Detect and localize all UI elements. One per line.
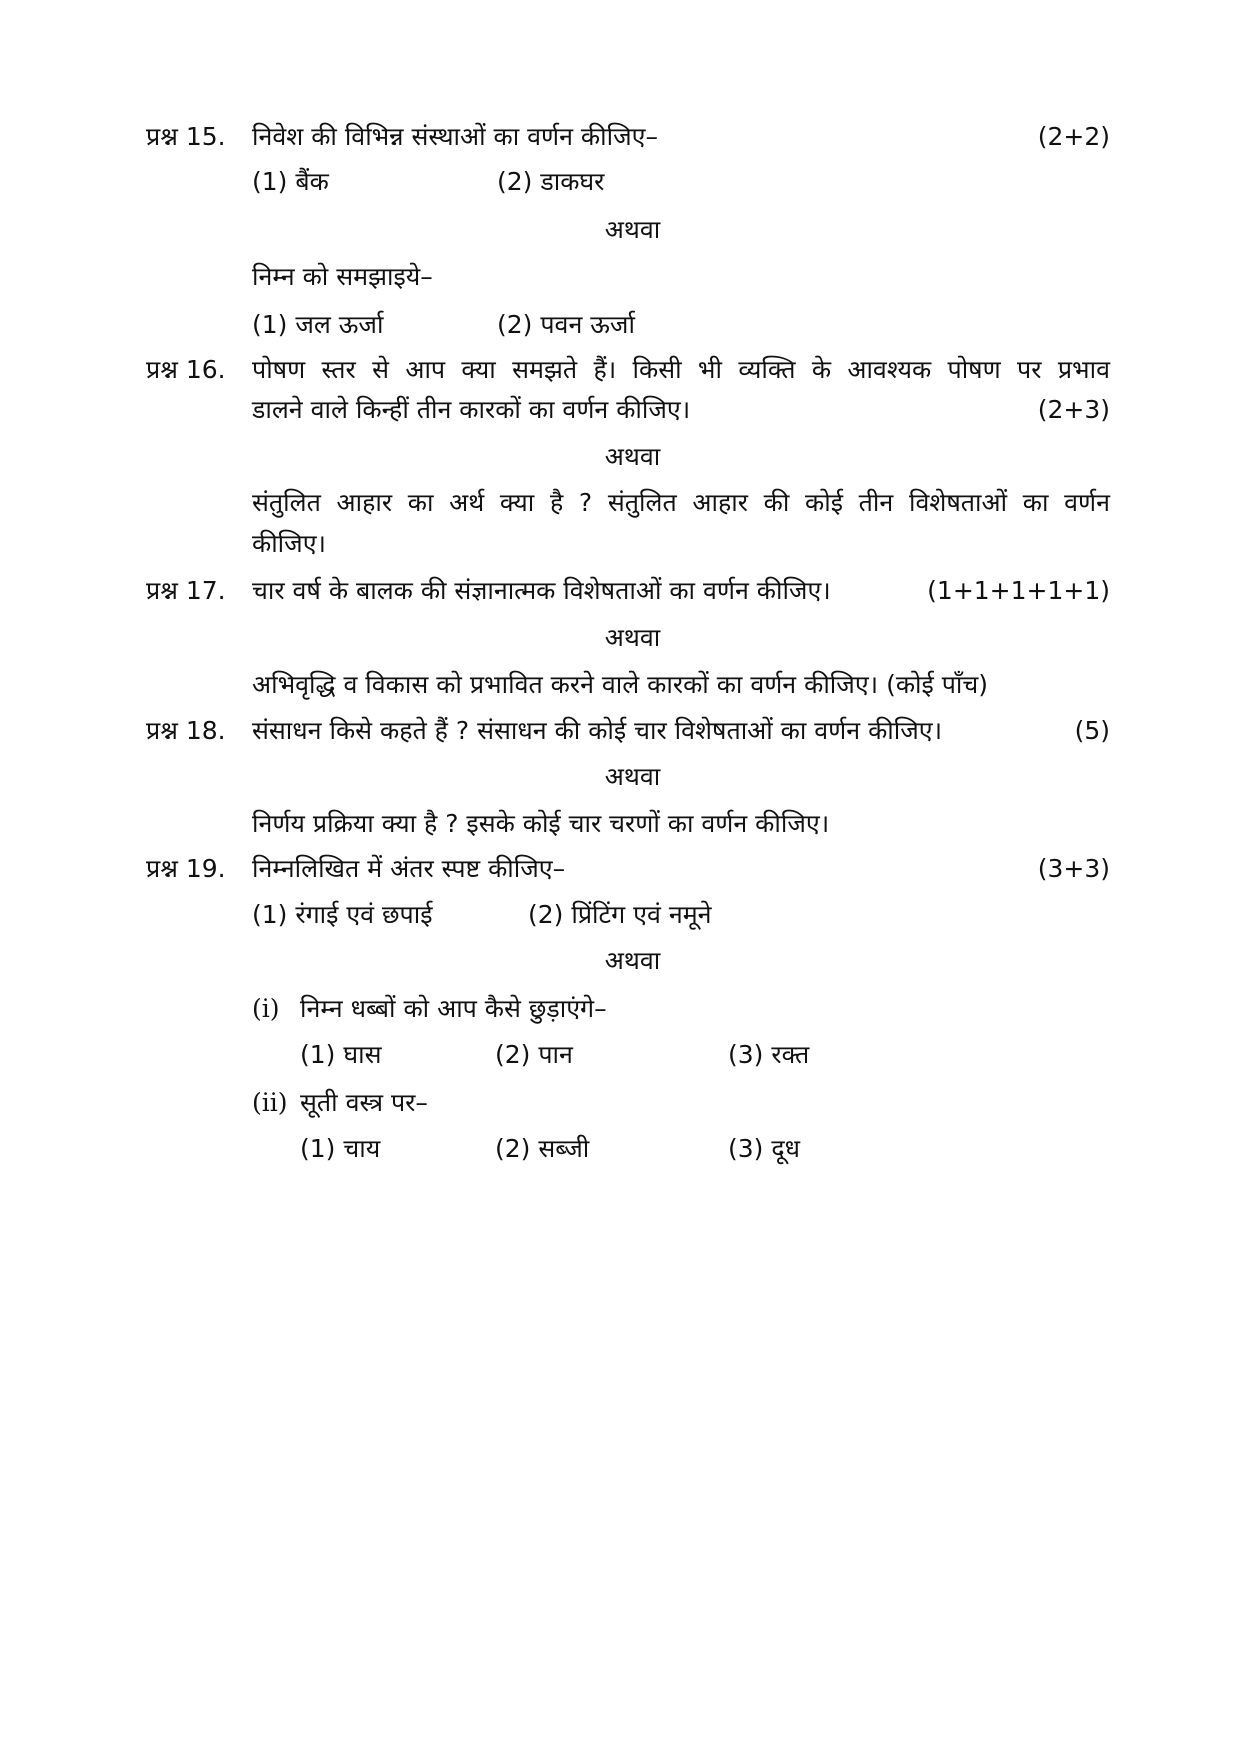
q19-option-1: (1) रंगाई एवं छपाई (252, 900, 433, 929)
q16-alt-line-2: कीजिए। (252, 529, 327, 558)
q19-sub-1-text: निम्न धब्बों को आप कैसे छुड़ाएंगे– (300, 994, 607, 1023)
q16-alt-line-1: संतुलित आहार का अर्थ क्या है ? संतुलित आहार की कोई तीन विशेषताओं का वर्णन (252, 488, 1110, 517)
q18-or: अथवा (604, 762, 661, 791)
q19-sub-2-option-1: (1) चाय (300, 1134, 381, 1163)
q19-sub-2-text: सूती वस्त्र पर– (300, 1088, 428, 1117)
q19-or: अथवा (604, 946, 661, 975)
q19-option-2: (2) प्रिंटिंग एवं नमूने (528, 900, 712, 929)
q15-text: निवेश की विभिन्न संस्थाओं का वर्णन कीजिए– (252, 122, 658, 151)
q15-alt-option-2: (2) पवन ऊर्जा (497, 310, 635, 339)
q17-label: प्रश्न 17. (146, 576, 226, 605)
q17-text: चार वर्ष के बालक की संज्ञानात्मक विशेषताओं का वर्णन कीजिए। (252, 576, 831, 605)
q15-alt-text: निम्न को समझाइये– (252, 262, 433, 291)
q15-option-1: (1) बैंक (252, 167, 329, 196)
q19-sub-2-option-2: (2) सब्जी (495, 1134, 590, 1163)
q16-label: प्रश्न 16. (146, 355, 226, 384)
q17-marks: (1+1+1+1+1) (927, 576, 1110, 605)
q16-line-1: पोषण स्तर से आप क्या समझते हैं। किसी भी व्यक्ति के आवश्यक पोषण पर प्रभाव (252, 355, 1110, 384)
q16-line-2: डालने वाले किन्हीं तीन कारकों का वर्णन कीजिए। (252, 395, 691, 424)
q19-sub-2-number: (ii) (252, 1088, 288, 1117)
q15-alt-option-1: (1) जल ऊर्जा (252, 310, 384, 339)
q19-sub-1-number: (i) (252, 994, 280, 1023)
q18-marks: (5) (1074, 716, 1110, 745)
q18-label: प्रश्न 18. (146, 716, 226, 745)
q16-marks: (2+3) (1037, 395, 1110, 424)
q19-sub-1-option-2: (2) पान (495, 1040, 573, 1069)
q17-or: अथवा (604, 623, 661, 652)
q17-alt-text: अभिवृद्धि व विकास को प्रभावित करने वाले कारकों का वर्णन कीजिए। (कोई पाँच) (252, 670, 989, 699)
q19-sub-2-option-3: (3) दूध (728, 1134, 801, 1163)
q19-marks: (3+3) (1037, 854, 1110, 883)
q19-sub-1-option-1: (1) घास (300, 1040, 382, 1069)
q18-text: संसाधन किसे कहते हैं ? संसाधन की कोई चार विशेषताओं का वर्णन कीजिए। (252, 716, 943, 745)
q15-marks: (2+2) (1037, 122, 1110, 151)
q18-alt-text: निर्णय प्रक्रिया क्या है ? इसके कोई चार चरणों का वर्णन कीजिए। (252, 809, 830, 838)
q19-sub-1-option-3: (3) रक्त (728, 1040, 810, 1069)
q16-or: अथवा (604, 442, 661, 471)
q15-label: प्रश्न 15. (146, 122, 226, 151)
q15-or: अथवा (604, 215, 661, 244)
q19-text: निम्नलिखित में अंतर स्पष्ट कीजिए– (252, 854, 566, 883)
q15-option-2: (2) डाकघर (497, 167, 605, 196)
q19-label: प्रश्न 19. (146, 854, 226, 883)
